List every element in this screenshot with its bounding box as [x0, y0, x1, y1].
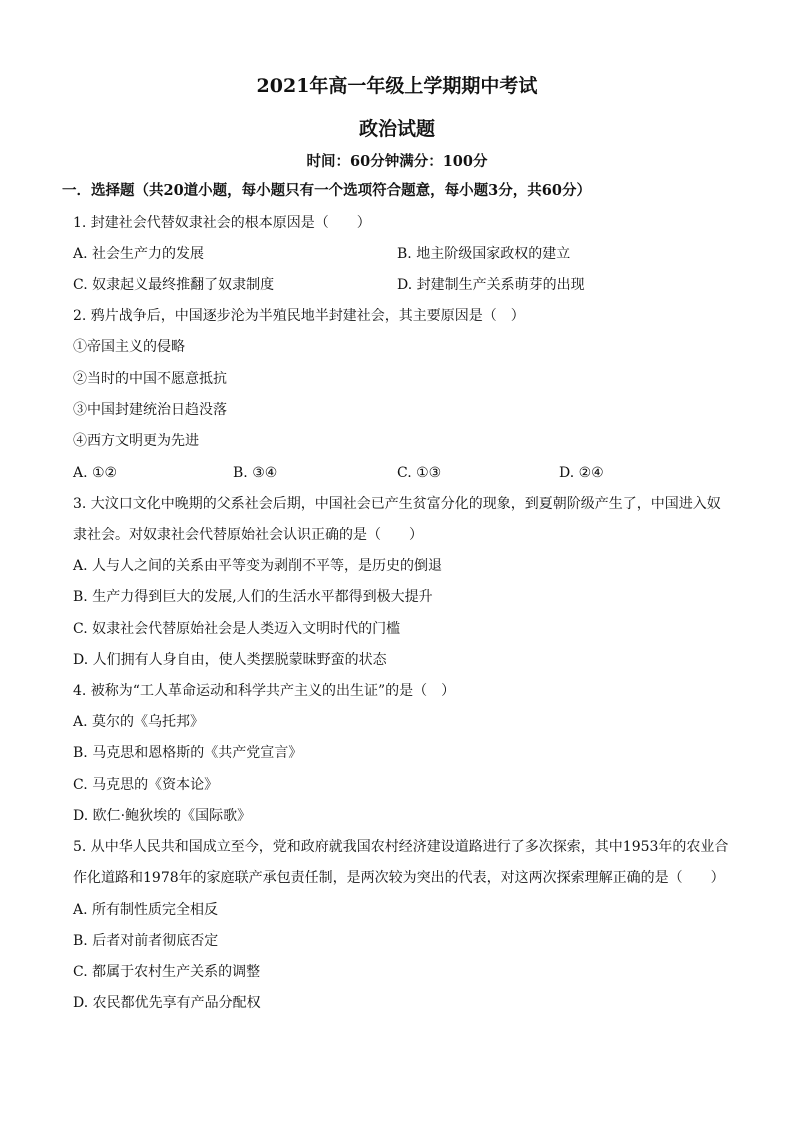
question-1-option-a: A. 社会生产力的发展 [73, 246, 205, 262]
question-4-option-b: B. 马克思和恩格斯的《共产党宣言》 [73, 745, 303, 761]
question-4-option-a: A. 莫尔的《乌托邦》 [73, 714, 205, 730]
question-3-option-b: B. 生产力得到巨大的发展,人们的生活水平都得到极大提升 [73, 589, 433, 605]
question-3-option-a: A. 人与人之间的关系由平等变为剥削不平等，是历史的倒退 [73, 558, 443, 574]
question-5-option-a: A. 所有制性质完全相反 [73, 902, 219, 918]
question-5-stem-line-1: 5. 从中华人民共和国成立至今，党和政府就我国农村经济建设道路进行了多次探索，其中1953年的农业合 [73, 839, 729, 855]
question-1-option-c: C. 奴隶起义最终推翻了奴隶制度 [73, 277, 275, 293]
question-4-option-c: C. 马克思的《资本论》 [73, 777, 219, 793]
question-5-option-c: C. 都属于农村生产关系的调整 [73, 964, 261, 980]
question-2-option-b: B. ③④ [233, 465, 278, 481]
exam-title: 2021年高一年级上学期期中考试 [256, 75, 538, 97]
question-2-stem: 2. 鸦片战争后，中国逐步沦为半殖民地半封建社会，其主要原因是（ ） [73, 308, 525, 324]
question-3-stem-line-1: 3. 大汶口文化中晚期的父系社会后期，中国社会已产生贫富分化的现象，到夏朝阶级产生了，中国进入奴 [73, 496, 721, 512]
exam-meta: 时间：60分钟满分：100分 [306, 153, 488, 170]
question-2-option-c: C. ①③ [397, 465, 442, 481]
question-5-option-b: B. 后者对前者彻底否定 [73, 933, 219, 949]
question-3-stem-line-2: 隶社会。对奴隶社会代替原始社会认识正确的是（ ） [73, 527, 423, 543]
question-4-stem: 4. 被称为“工人革命运动和科学共产主义的出生证”的是（ ） [73, 683, 456, 699]
question-2-statement-2: ②当时的中国不愿意抵抗 [73, 371, 227, 387]
question-2-statement-4: ④西方文明更为先进 [73, 433, 199, 449]
question-2-statement-3: ③中国封建统治日趋没落 [73, 402, 227, 418]
question-5-option-d: D. 农民都优先享有产品分配权 [73, 995, 261, 1011]
question-3-option-d: D. 人们拥有人身自由，使人类摆脱蒙昧野蛮的状态 [73, 652, 387, 668]
question-1-stem: 1. 封建社会代替奴隶社会的根本原因是（ ） [73, 215, 371, 231]
question-1-option-d: D. 封建制生产关系萌芽的出现 [397, 277, 585, 293]
question-2-option-d: D. ②④ [559, 465, 604, 481]
question-2-option-a: A. ①② [73, 465, 118, 481]
section-heading: 一．选择题（共20道小题，每小题只有一个选项符合题意，每小题3分，共60分） [62, 182, 591, 199]
question-5-stem-line-2: 作化道路和1978年的家庭联产承包责任制，是两次较为突出的代表，对这两次探索理解正确的是（ ） [73, 870, 725, 886]
question-2-statement-1: ①帝国主义的侵略 [73, 339, 185, 355]
question-1-option-b: B. 地主阶级国家政权的建立 [397, 246, 571, 262]
subject-title: 政治试题 [358, 118, 435, 140]
question-4-option-d: D. 欧仁·鲍狄埃的《国际歌》 [73, 808, 252, 824]
question-3-option-c: C. 奴隶社会代替原始社会是人类迈入文明时代的门槛 [73, 621, 401, 637]
